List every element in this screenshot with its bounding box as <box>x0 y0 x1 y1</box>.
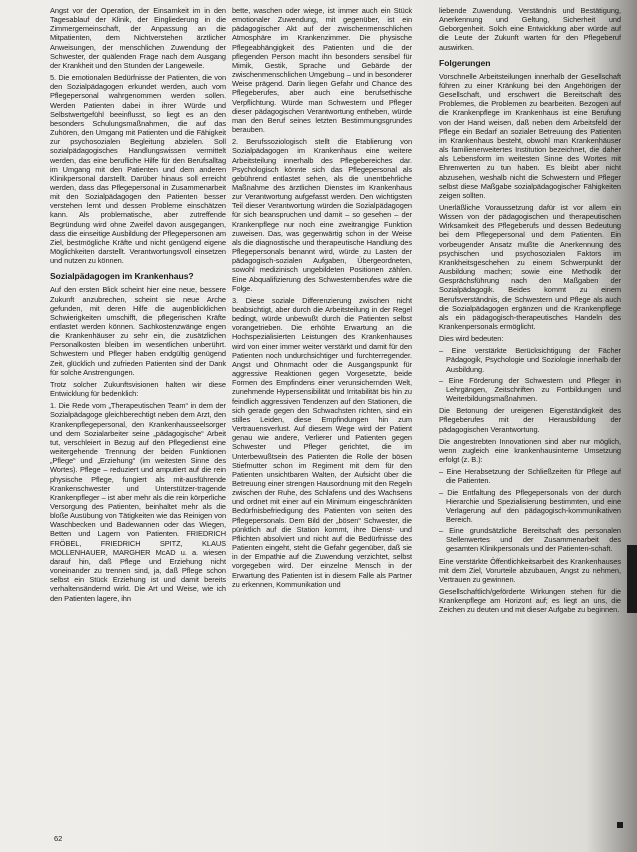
paragraph: 2. Berufssoziologisch stellt die Etablierung von Sozialpädagogen im Krankenhaus eine weitere Arbeitsteilung innerhalb des Pflegebereiches dar. Psychologisch könnte sich das Pflegepersonal als gebührend entlastet sehen, als die unentbehrliche Maßnahme des ärztlichen Dienstes im Krankenhaus zur Verantwortung aufgefasst werden. Den wichtigsten Teil dieser Verantwortung würden die Sozialpädagogen für sich beanspruchen und damit – so gesehen – der Krankenpflege nur noch eine zweitrangige Funktion zuweisen. Das, was gegenwärtig schon in der Weise als die diagnostische und therapeutische Handlung des Pflegepersonals benannt wird, würde zu Lasten der pädagogisch-sozialen Aufgaben, Übergeordneten, sowohl medizinisch ungebildeten Positionen zählen. Eine Abqualifizierung des Schwesternberufes wäre die Folge. <box>232 137 412 293</box>
list-item: – Eine verstärkte Berücksichtigung der Fächer Pädagogik, Psychologie und Soziologie innerhalb der Ausbildung. <box>439 346 621 373</box>
paragraph: Trotz solcher Zukunftsvisionen halten wir diese Entwicklung für bedenklich: <box>50 379 226 399</box>
paragraph: Vorschnelle Arbeitsteilungen innerhalb der Gesellschaft führen zu einer Kränkung bei den Angehörigen der Gesellschaft, und erschwert die Bereitschaft des Problemes, die Problemen zu bearbeiten. Bezogen auf die Krankenpflege im Krankenhaus ist eine Berufung von der Hand weisen, daß neben dem Arbeitsfeld der Pflege ein Bedarf an sozialer Betreuung des Patienten im Krankenhaus besteht, obwohl man Krankenhäuser als familienerweitertes Institution bezeichnet, die daher als Lebensform im weitesten Sinne des Wortes mit Ehrenwerten zu tun haben. Es bleibt aber nicht abzusehen, weshalb nicht die Schwestern und Pfleger selbst diese Maßgabe sozialpädagogischer Fähigkeiten zeigen sollten. <box>439 71 621 200</box>
paragraph: Angst vor der Operation, der Einsamkeit im in den Tagesablauf der Klinik, der Eingliederung in die Zimmergemeinschaft, der Anpassung an die Mitpatienten, dem Nichtverstehen ärztlicher Anweisungen, der menschlichen Zuwendung der Schwester, der quälenden Frage nach dem Ausgang der Krankheit und den Stunden der Langeweile. <box>50 6 226 70</box>
paragraph: Gesellschaftlich/geförderte Wirkungen stehen für die Krankenpflege am Horizont auf; es liegt an uns, die Zeichen zu deuten und mit dieser Aufgabe zu beginnen. <box>439 587 621 615</box>
paragraph: Unerläßliche Voraussetzung dafür ist vor allem ein Wissen von der pädagogischen und therapeutischen Wirksamkeit des Pflegeberufs und dessen Bedeutung bei dem Pflegepersonal und dem Patienten. Ein vorbeugender Ansatz mußte die Anerkennung des psychischen und psychosozialen Faktors im Krankheitsgeschehen zu einem Schwerpunkt der Ausbildung machen; sowie eine Methodik der Gesprächsführung nach den Maßgaben der Sozialpädagogik. Beides kommt zu einem Berufsverständnis, die Schwestern und Pflege als auch die Sozialpädagogen ergänzen und die Krankenpflege als ein pädagogisch-therapeutisches Handeln des Krankenpersonals ermöglicht. <box>439 202 621 331</box>
end-of-article-square <box>617 822 623 828</box>
paragraph: Die Betonung der ureigenen Eigenständigkeit des Pflegeberufes mit der Herausbildung der pädagogischen Verantwortung. <box>439 406 621 434</box>
paragraph: 3. Diese soziale Differenzierung zwischen nicht beabsichtigt, aber durch die Arbeitsteilung in der Regel bedingt, würde unbewußt durch die Patienten selbst vorangetrieben. Die erhöhte Erwartung an die Hochspezialisierten Leistungen des Krankenhauses wird von einer immer weiter verstärkt und damit für den Patienten noch undurchsichtiger und furchterregender. Angst und Ohnmacht oder die Ausgangspunkt für aggressive Reaktionen gegen Vorgesetzte, beide Formen des Empfindens einer verunsichernden Welt, zunehmende Hypersensibilität und Irritabilität bis hin zu feindlich aggressiven Tendenzen auf den Stationen, die sich gerade gegen den Schwachsten richten, sind ein stilles Leiden, diese Empfindungen hin zum Vertrauensverlust. Auf diesem Wege wird der Patient genau wie andere, Verlierer und Patienten gegen Schwester und Pfleger gerichtet, die im Unterbewußtsein des Patienten die Rolle der bösen Stiefmutter schon im Regiment mit dem für den Patienten unsichtbaren Walten, der Aufsicht über die Betreuung einer strengen Hausordnung mit den Regeln zwischen der Ruhe, des Schlafens und des Wachsens und ordnet mit einer auf ein Minimum eingeschränkten Bedürfnisbefriedigung des Patienten von seiten des Pflegepersonals. Dem Bild der „bösen“ Schwester, die pünktlich auf die Station kommt, ihre Dienst- und Pflichten absolviert und nicht auf die Bedürfnisse des Patienten eingeht, steht die Gefahr gegenüber, daß sie in der Empathie auf die Zuwendung verzichtet, selbst vorgegeben wird. Der einzelne Mensch in der Erwartung des Patienten ist in diesem Falle als Partner zu erkennen, Kommunikation und <box>232 295 412 589</box>
bullet-list <box>439 346 621 403</box>
text-column-middle <box>232 6 412 844</box>
bullet-list <box>439 467 621 553</box>
list-item: – Eine Förderung der Schwestern und Pfleger in Lehrgängen, Zeitschriften zu Fortbildungen und Weiterbildungsmaßnahmen. <box>439 376 621 403</box>
paragraph: bette, waschen oder wiege, ist immer auch ein Stück emotionaler Zuwendung, mit gegenüber, ist ein pädagogischer Akt auf der zwischenmenschlichen Atmosphäre im Krankenzimmer. Die physische Pflegeabhängigkeit des Patienten und die der pflegenden Person macht ihn besonders sensibel für Mimik, Gestik, Sprache und Gebärde der zwischenmenschlichen Umgebung – und in besonderer Weise prägend. Darin liegen Gefahr und Chance des Pflegeberufes, aber auch eine berufsethische Verpflichtung. Würde man Schwestern und Pfleger dieser pädagogischen Verantwortung entheben, würde man den Beruf seines letzten Bestimmungsgrundes berauben. <box>232 6 412 135</box>
section-heading: Folgerungen <box>439 57 491 68</box>
list-item: – Eine Herabsetzung der Schließzeiten für Pflege auf die Patienten. <box>439 467 621 485</box>
text-column-right <box>439 6 621 844</box>
paragraph: Auf den ersten Blick scheint hier eine neue, bessere Zukunft anzubrechen, scheint sie neue Arche gefunden, mit deren Hilfe die augenblicklichen Schwierigkeiten umschifft, die pflegerischen Kräfte entlastet werden können. Sachkostenzwänge engen die Krankenhäuser zu sehr ein, die zusätzlichen Personalkosten bleiben im wesentlichen unberührt. Schwestern und Pfleger haben endgültig genügend Zeit, glücklich und zufrieden Patienten sind der Dank für solche Anstrengungen. <box>50 285 226 377</box>
page-number: 62 <box>54 834 63 843</box>
paragraph: 1. Die Rede vom „Therapeutischen Team“ in dem der Sozialpädagoge gleichberechtigt neben dem Arzt, den Krankenpflegepersonal, den Krankenhausseelsorger und dem Sozialarbeiter seine „pädagogische“ Arbeit tut, verschleiert in Bezug auf den Pflegedienst eine weitergehende Trennung der beiden Funktionen „Pflege“ und „Erziehung“ (im weitesten Sinne des Wortes). Pflege – reduziert und amputiert auf die rein physische Pflege, fungiert als mit-ausführende Krankenschwester und Unterstützer-tragende Krankenpfleger – ist aber mehr als die rein körperliche Versorgung des Patienten, beinhaltet mehr als die bloße Ausübung von Tätigkeiten wie das Reinigen von Waschbecken und Badewannen oder das Wiegen, Betten und Lagern von Patienten. FRIEDRICH FRÖBEL, FRIEDRICH SPITZ, KLAUS MOLLENHAUER, MARGHER McAD u. a. wiesen darauf hin, daß Pflege und Erziehung nicht voneinander zu trennen sind, ja, daß Pflege schon selbst ein Stück Erziehung ist und damit bereits verhaltensändernd wirkt. Die Art und Weise, wie ich den Patienten lagere, ihn <box>50 401 226 603</box>
paragraph: 5. Die emotionalen Bedürfnisse der Patienten, die von den Sozialpädagogen erkundet werden, auch vom Pflegepersonal wahrgenommen werden sollen. Werden Patienten dabei in ihrer Würde und Selbstwertgefühl beeinflusst, so liegt es an den besonders Schulungsmaßnahmen, die auf das Zuhören, den Umgang mit Patienten und die Fähigkeit zur psychosozialen Begleitung abzielen. Soll sozialpädagogisches Handlungswissen vermittelt werden, das eine berufliche Hilfe für den Berufsalltag im Umgang mit den Patienten und dem anderen Klinikpersonal darstellt. Darüber hinaus soll erreicht werden, dass das Pflegepersonal in Zusammenarbeit mit den Sozialpädagogen den Patienten besser verstehen lernt und dessen Probleme einschätzen kann. Als problematische, aber zutreffende Begründung wird ohne Zweifel davon ausgegangen, dass die einseitige Ausbildung der Pflegepersonen am Ziel, bestmögliche Kräfte und nicht genügend eigene Möglichkeiten darstellt. Verantwortungsvoll einsetzen und nutzen zu können. <box>50 73 226 266</box>
paragraph: Dies wird bedeuten: <box>439 334 504 344</box>
paragraph: Die angestrebten Innovationen sind aber nur möglich, wenn zugleich eine krankenhausinterne Umsetzung erfolgt (z. B.): <box>439 436 621 465</box>
paragraph: liebende Zuwendung. Verständnis und Bestätigung, Anerkennung und Geltung, Sicherheit und Geborgenheit. Solch eine Entwicklung aber würde auf die Leute der Zukunft warten für den Pflegeberuf auswirken. <box>439 6 621 52</box>
list-item: – Die Entfaltung des Pflegepersonals von der durch Hierarchie und Spezialisierung bestimmten, und eine Verlagerung auf den pädagogisch-kommunikativen Bereich. <box>439 488 621 525</box>
text-column-left <box>50 6 226 844</box>
section-heading: Sozialpädagogen im Krankenhaus? <box>50 271 194 282</box>
paragraph: Eine verstärkte Öffentlichkeitsarbeit des Krankenhauses mit dem Ziel, Vorurteile abzubauen, Angst zu nehmen, Vertrauen zu gewinnen. <box>439 556 621 584</box>
list-item: – Eine grundsätzliche Bereitschaft des personalen Stellenwertes und der Zusammenarbeit des gesamten Klinikpersonals und der Patienten-schaft. <box>439 526 621 553</box>
page-edge-marker <box>627 545 637 613</box>
